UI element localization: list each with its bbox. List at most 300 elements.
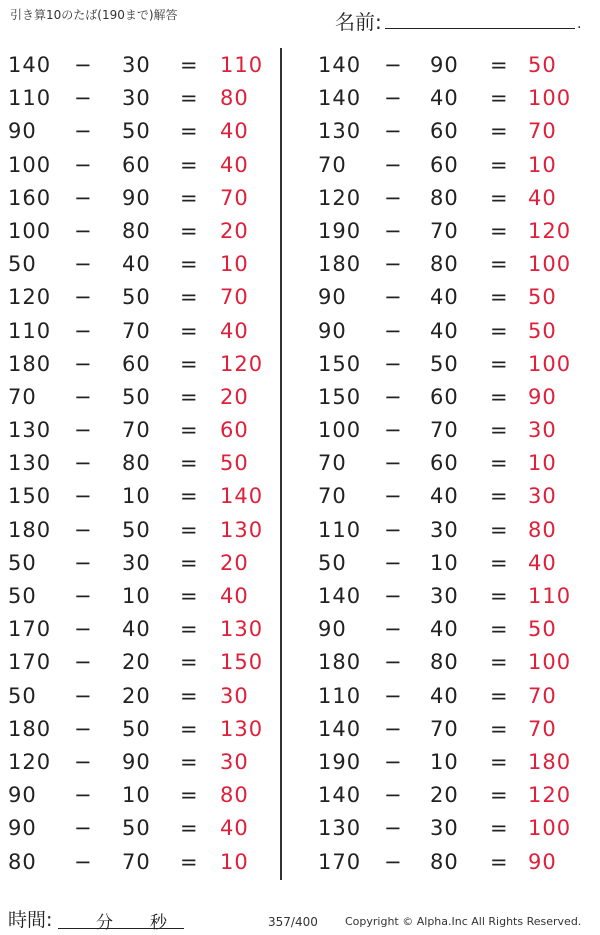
minuend: 50 [8, 550, 37, 575]
answer: 10 [220, 252, 249, 277]
subtrahend: 10 [122, 484, 151, 509]
answer: 110 [220, 53, 264, 77]
minuend: 110 [318, 517, 362, 542]
minus-sign: − [74, 218, 93, 243]
equals-sign: = [490, 418, 509, 443]
problem-row [310, 779, 600, 812]
minus-sign: − [384, 119, 403, 144]
answer: 80 [528, 517, 557, 542]
problem-row [0, 646, 290, 679]
minuend: 180 [8, 517, 52, 542]
subtrahend: 70 [430, 218, 459, 243]
problem-row [310, 812, 600, 845]
answer: 120 [220, 351, 264, 376]
problem-row [0, 613, 290, 646]
answer: 20 [220, 218, 249, 243]
subtrahend: 60 [430, 119, 459, 144]
answer: 100 [528, 816, 572, 841]
answer: 70 [528, 119, 557, 144]
subtrahend: 60 [122, 152, 151, 177]
answer: 40 [220, 816, 249, 841]
minuend: 170 [8, 617, 52, 642]
equals-sign: = [490, 384, 509, 409]
answer: 180 [528, 749, 572, 774]
problem-row [310, 149, 600, 182]
answer: 70 [528, 683, 557, 708]
subtrahend: 30 [430, 816, 459, 841]
subtrahend: 40 [430, 285, 459, 310]
copyright-notice: Copyright © Alpha.Inc All Rights Reserved. [345, 915, 582, 928]
problem-row [0, 514, 290, 547]
name-label: 名前: [335, 10, 382, 34]
answer: 90 [528, 849, 557, 874]
problem-row [0, 149, 290, 182]
answer: 40 [220, 318, 249, 343]
equals-sign: = [180, 53, 199, 77]
equals-sign: = [180, 484, 199, 509]
minus-sign: − [384, 86, 403, 111]
answer: 70 [220, 285, 249, 310]
equals-sign: = [490, 152, 509, 177]
problem-row [310, 82, 600, 115]
equals-sign: = [180, 418, 199, 443]
minus-sign: − [384, 451, 403, 476]
problem-row [0, 381, 290, 414]
minus-sign: − [74, 749, 93, 774]
answer: 120 [528, 783, 572, 808]
name-underline [385, 28, 575, 29]
answer: 90 [528, 384, 557, 409]
minus-sign: − [74, 418, 93, 443]
minus-sign: − [384, 484, 403, 509]
minuend: 140 [318, 53, 362, 77]
minus-sign: − [384, 517, 403, 542]
equals-sign: = [490, 749, 509, 774]
minuend: 140 [318, 584, 362, 608]
answer: 10 [220, 849, 249, 874]
subtrahend: 10 [122, 584, 151, 608]
answer: 30 [220, 683, 249, 708]
problem-row [310, 713, 600, 746]
equals-sign: = [490, 318, 509, 343]
equals-sign: = [180, 451, 199, 476]
problem-row [310, 115, 600, 148]
subtrahend: 90 [122, 185, 151, 210]
subtrahend: 20 [122, 650, 151, 675]
minuend: 180 [8, 351, 52, 376]
equals-sign: = [180, 152, 199, 177]
minus-sign: − [74, 53, 93, 77]
name-field[interactable] [335, 4, 585, 32]
minus-sign: − [74, 716, 93, 741]
answer: 50 [220, 451, 249, 476]
equals-sign: = [490, 185, 509, 210]
minus-sign: − [74, 816, 93, 841]
equals-sign: = [490, 716, 509, 741]
subtrahend: 40 [430, 683, 459, 708]
equals-sign: = [490, 683, 509, 708]
subtrahend: 30 [430, 517, 459, 542]
subtrahend: 90 [122, 749, 151, 774]
minus-sign: − [74, 451, 93, 476]
problem-row [0, 215, 290, 248]
minus-sign: − [74, 783, 93, 808]
answer: 100 [528, 252, 572, 277]
answer: 130 [220, 617, 264, 642]
answer: 100 [528, 86, 572, 111]
minus-sign: − [384, 650, 403, 675]
sheet-title: 引き算10のたば(190まで)解答 [10, 8, 178, 22]
subtrahend: 40 [122, 617, 151, 642]
answer: 60 [220, 418, 249, 443]
subtrahend: 30 [122, 550, 151, 575]
subtrahend: 50 [430, 351, 459, 376]
problem-row [0, 281, 290, 314]
answer: 30 [528, 484, 557, 509]
equals-sign: = [180, 584, 199, 608]
minus-sign: − [74, 484, 93, 509]
minus-sign: − [384, 185, 403, 210]
minus-sign: − [384, 318, 403, 343]
minus-sign: − [74, 119, 93, 144]
equals-sign: = [180, 650, 199, 675]
subtrahend: 70 [122, 318, 151, 343]
equals-sign: = [180, 716, 199, 741]
minuend: 160 [8, 185, 52, 210]
problem-row [0, 746, 290, 779]
answer: 80 [220, 783, 249, 808]
answer: 50 [528, 53, 557, 77]
equals-sign: = [490, 285, 509, 310]
time-label: 時間: [8, 909, 53, 931]
minuend: 70 [8, 384, 37, 409]
equals-sign: = [490, 517, 509, 542]
seconds-label: 秒 [150, 913, 167, 933]
minuend: 90 [318, 617, 347, 642]
subtrahend: 50 [122, 285, 151, 310]
equals-sign: = [490, 451, 509, 476]
minuend: 120 [8, 749, 52, 774]
minus-sign: − [384, 218, 403, 243]
equals-sign: = [180, 285, 199, 310]
subtrahend: 30 [430, 584, 459, 608]
minus-sign: − [384, 716, 403, 741]
problem-row [310, 414, 600, 447]
minuend: 70 [318, 152, 347, 177]
equals-sign: = [180, 252, 199, 277]
answer: 40 [220, 584, 249, 608]
left-problem-column [0, 49, 290, 879]
minuend: 140 [318, 783, 362, 808]
minuend: 50 [8, 252, 37, 277]
minus-sign: − [384, 53, 403, 77]
answer: 80 [220, 86, 249, 111]
equals-sign: = [180, 683, 199, 708]
answer: 50 [528, 617, 557, 642]
minuend: 50 [8, 584, 37, 608]
minuend: 110 [318, 683, 362, 708]
equals-sign: = [490, 484, 509, 509]
subtrahend: 10 [122, 783, 151, 808]
equals-sign: = [490, 119, 509, 144]
subtrahend: 80 [430, 650, 459, 675]
equals-sign: = [180, 849, 199, 874]
equals-sign: = [180, 783, 199, 808]
equals-sign: = [180, 384, 199, 409]
minuend: 120 [8, 285, 52, 310]
minuend: 130 [8, 418, 52, 443]
answer: 100 [528, 351, 572, 376]
problem-row [310, 348, 600, 381]
minuend: 140 [318, 716, 362, 741]
equals-sign: = [180, 749, 199, 774]
minuend: 150 [8, 484, 52, 509]
subtrahend: 90 [430, 53, 459, 77]
equals-sign: = [490, 650, 509, 675]
subtrahend: 50 [122, 517, 151, 542]
subtrahend: 30 [122, 53, 151, 77]
equals-sign: = [180, 550, 199, 575]
subtrahend: 80 [430, 252, 459, 277]
subtrahend: 50 [122, 384, 151, 409]
subtrahend: 40 [430, 318, 459, 343]
minuend: 180 [318, 650, 362, 675]
minus-sign: − [384, 617, 403, 642]
subtrahend: 70 [122, 849, 151, 874]
problem-row [310, 447, 600, 480]
answer: 20 [220, 384, 249, 409]
equals-sign: = [490, 849, 509, 874]
page-number: 357/400 [268, 915, 318, 929]
subtrahend: 70 [122, 418, 151, 443]
subtrahend: 40 [430, 484, 459, 509]
minuend: 70 [318, 484, 347, 509]
minuend: 70 [318, 451, 347, 476]
equals-sign: = [180, 86, 199, 111]
equals-sign: = [490, 584, 509, 608]
equals-sign: = [180, 351, 199, 376]
problem-row [310, 613, 600, 646]
equals-sign: = [180, 617, 199, 642]
minuend: 50 [8, 683, 37, 708]
subtrahend: 40 [430, 617, 459, 642]
minuend: 90 [8, 119, 37, 144]
answer: 50 [528, 285, 557, 310]
answer: 110 [528, 584, 572, 608]
subtrahend: 10 [430, 550, 459, 575]
answer: 40 [528, 185, 557, 210]
answer: 30 [220, 749, 249, 774]
equals-sign: = [180, 218, 199, 243]
subtrahend: 80 [122, 218, 151, 243]
minuend: 90 [318, 318, 347, 343]
minus-sign: − [74, 650, 93, 675]
minus-sign: − [74, 384, 93, 409]
subtrahend: 80 [430, 185, 459, 210]
problem-row [0, 82, 290, 115]
minuend: 110 [8, 318, 52, 343]
problem-row [310, 846, 600, 879]
minuend: 180 [8, 716, 52, 741]
subtrahend: 10 [430, 749, 459, 774]
minus-sign: − [384, 584, 403, 608]
equals-sign: = [490, 783, 509, 808]
subtrahend: 40 [122, 252, 151, 277]
problem-row [0, 713, 290, 746]
minus-sign: − [384, 749, 403, 774]
minus-sign: − [74, 683, 93, 708]
answer: 120 [528, 218, 572, 243]
answer: 70 [528, 716, 557, 741]
equals-sign: = [180, 185, 199, 210]
subtrahend: 60 [122, 351, 151, 376]
equals-sign: = [490, 252, 509, 277]
minuend: 90 [8, 783, 37, 808]
problem-row [0, 480, 290, 513]
minus-sign: − [384, 783, 403, 808]
problem-row [0, 348, 290, 381]
subtrahend: 70 [430, 418, 459, 443]
subtrahend: 80 [122, 451, 151, 476]
minuend: 90 [8, 816, 37, 841]
minus-sign: − [384, 418, 403, 443]
minus-sign: − [384, 285, 403, 310]
minus-sign: − [74, 584, 93, 608]
equals-sign: = [490, 86, 509, 111]
problem-row [310, 746, 600, 779]
equals-sign: = [490, 351, 509, 376]
minuend: 190 [318, 218, 362, 243]
answer: 150 [220, 650, 264, 675]
minus-sign: − [74, 86, 93, 111]
minuend: 180 [318, 252, 362, 277]
minus-sign: − [384, 550, 403, 575]
problem-row [310, 315, 600, 348]
problem-row [310, 182, 600, 215]
subtrahend: 30 [122, 86, 151, 111]
answer: 10 [528, 451, 557, 476]
problem-row [0, 779, 290, 812]
minuend: 110 [8, 86, 52, 111]
problem-row [0, 846, 290, 879]
subtrahend: 60 [430, 152, 459, 177]
answer: 130 [220, 517, 264, 542]
minuend: 150 [318, 351, 362, 376]
minus-sign: − [74, 285, 93, 310]
minuend: 100 [8, 152, 52, 177]
minus-sign: − [74, 152, 93, 177]
answer: 50 [528, 318, 557, 343]
problem-row [310, 49, 600, 82]
subtrahend: 50 [122, 816, 151, 841]
problem-row [0, 812, 290, 845]
problem-row [0, 248, 290, 281]
minus-sign: − [74, 849, 93, 874]
subtrahend: 40 [430, 86, 459, 111]
minuend: 50 [318, 550, 347, 575]
problem-row [0, 547, 290, 580]
minus-sign: − [74, 351, 93, 376]
minuend: 80 [8, 849, 37, 874]
minus-sign: − [384, 816, 403, 841]
problem-row [0, 315, 290, 348]
equals-sign: = [490, 218, 509, 243]
minuend: 170 [8, 650, 52, 675]
minus-sign: − [74, 318, 93, 343]
minus-sign: − [74, 252, 93, 277]
answer: 100 [528, 650, 572, 675]
problem-row [0, 680, 290, 713]
subtrahend: 20 [122, 683, 151, 708]
minuend: 130 [8, 451, 52, 476]
answer: 40 [528, 550, 557, 575]
subtrahend: 50 [122, 119, 151, 144]
problem-row [310, 646, 600, 679]
subtrahend: 60 [430, 451, 459, 476]
minus-sign: − [74, 185, 93, 210]
minus-sign: − [384, 849, 403, 874]
equals-sign: = [490, 816, 509, 841]
equals-sign: = [180, 119, 199, 144]
minuend: 90 [318, 285, 347, 310]
minuend: 170 [318, 849, 362, 874]
problem-row [310, 514, 600, 547]
subtrahend: 80 [430, 849, 459, 874]
answer: 40 [220, 152, 249, 177]
minus-sign: − [384, 152, 403, 177]
problem-row [0, 115, 290, 148]
name-dot: . [577, 16, 582, 32]
minus-sign: − [74, 517, 93, 542]
problem-row [0, 49, 290, 82]
minus-sign: − [384, 384, 403, 409]
answer: 10 [528, 152, 557, 177]
subtrahend: 60 [430, 384, 459, 409]
answer: 30 [528, 418, 557, 443]
problem-row [0, 182, 290, 215]
answer: 20 [220, 550, 249, 575]
minus-sign: − [384, 683, 403, 708]
minuend: 130 [318, 119, 362, 144]
equals-sign: = [180, 816, 199, 841]
equals-sign: = [490, 617, 509, 642]
minuend: 120 [318, 185, 362, 210]
equals-sign: = [490, 53, 509, 77]
answer: 140 [220, 484, 264, 509]
subtrahend: 50 [122, 716, 151, 741]
minus-sign: − [384, 252, 403, 277]
problem-row [310, 281, 600, 314]
minuend: 100 [8, 218, 52, 243]
problem-row [310, 480, 600, 513]
problem-row [310, 215, 600, 248]
problem-row [310, 680, 600, 713]
equals-sign: = [180, 318, 199, 343]
problem-row [0, 414, 290, 447]
problem-row [0, 447, 290, 480]
answer: 40 [220, 119, 249, 144]
minutes-label: 分 [96, 913, 113, 933]
problem-row [310, 547, 600, 580]
minuend: 190 [318, 749, 362, 774]
minus-sign: − [384, 351, 403, 376]
problem-row [310, 381, 600, 414]
answer: 70 [220, 185, 249, 210]
minuend: 100 [318, 418, 362, 443]
minus-sign: − [74, 617, 93, 642]
problem-row [310, 580, 600, 613]
minuend: 140 [8, 53, 52, 77]
